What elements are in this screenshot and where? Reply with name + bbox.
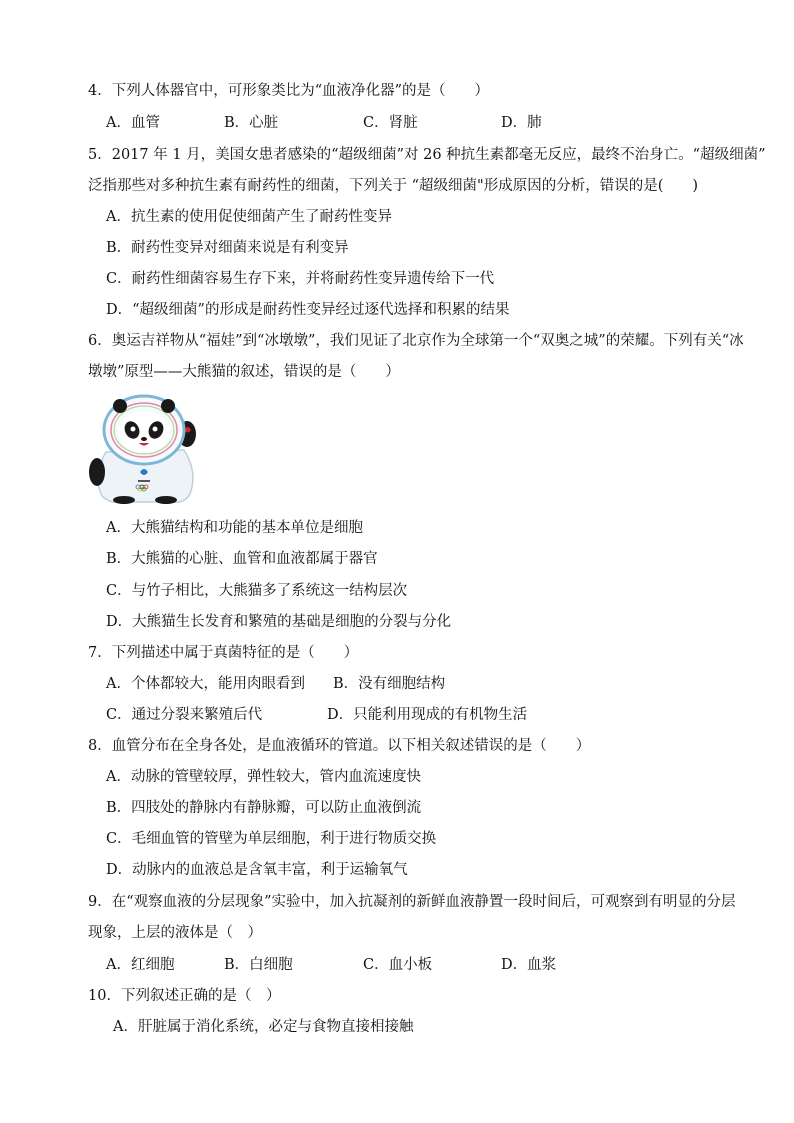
question-8-option-a: A．动脉的管壁较厚，弹性较大，管内血流速度快 xyxy=(106,769,421,785)
question-4-option-a: A．血管 xyxy=(106,115,160,131)
question-8-option-d: D．动脉内的血液总是含氧丰富，利于运输氧气 xyxy=(106,862,408,878)
question-5-stem-line-1: 5．2017 年 1 月，美国女患者感染的“超级细菌”对 26 种抗生素都毫无反应，最终不治身亡。“超级细菌” xyxy=(88,147,766,163)
question-9-option-a: A．红细胞 xyxy=(106,957,175,973)
question-9-stem-line-1: 9．在“观察血液的分层现象”实验中，加入抗凝剂的新鲜血液静置一段时间后，可观察到有明显的分层 xyxy=(88,894,736,910)
bing-dwen-dwen-mascot-image xyxy=(84,392,206,504)
question-7-option-b: B．没有细胞结构 xyxy=(333,676,446,692)
question-8-stem: 8．血管分布在全身各处，是血液循环的管道。以下相关叙述错误的是（ ） xyxy=(88,738,591,754)
question-6-option-d: D．大熊猫生长发育和繁殖的基础是细胞的分裂与分化 xyxy=(106,614,452,630)
question-6-option-c: C．与竹子相比，大熊猫多了系统这一结构层次 xyxy=(106,583,408,599)
question-4-option-b: B．心脏 xyxy=(224,115,279,131)
question-4-stem: 4．下列人体器官中，可形象类比为“血液净化器”的是（ ） xyxy=(88,83,490,99)
question-6-option-b: B．大熊猫的心脏、血管和血液都属于器官 xyxy=(106,551,378,567)
question-7-option-c: C．通过分裂来繁殖后代 xyxy=(106,707,263,723)
question-5-option-b: B．耐药性变异对细菌来说是有利变异 xyxy=(106,240,349,256)
question-6-stem-line-1: 6．奥运吉祥物从“福娃”到“冰墩墩”，我们见证了北京作为全球第一个“双奥之城”的荣耀。下列有关“冰 xyxy=(88,333,744,349)
question-10-stem: 10．下列叙述正确的是（ ） xyxy=(88,988,281,1004)
question-4-option-d: D．肺 xyxy=(501,115,542,131)
question-7-option-a: A．个体都较大，能用肉眼看到 xyxy=(106,676,305,692)
question-7-stem: 7．下列描述中属于真菌特征的是（ ） xyxy=(88,645,359,661)
question-9-stem-line-2: 现象，上层的液体是（ ） xyxy=(88,925,262,941)
question-10-option-a: A．肝脏属于消化系统，必定与食物直接相接触 xyxy=(113,1019,414,1035)
question-5-option-a: A．抗生素的使用促使细菌产生了耐药性变异 xyxy=(106,209,392,225)
question-5-option-d: D．“超级细菌”的形成是耐药性变异经过逐代选择和积累的结果 xyxy=(106,302,510,318)
question-9-option-d: D．血浆 xyxy=(501,957,557,973)
question-8-option-c: C．毛细血管的管壁为单层细胞，利于进行物质交换 xyxy=(106,831,437,847)
question-9-option-b: B．白细胞 xyxy=(224,957,293,973)
question-4-option-c: C．肾脏 xyxy=(363,115,418,131)
question-5-option-c: C．耐药性细菌容易生存下来，并将耐药性变异遗传给下一代 xyxy=(106,271,495,287)
question-5-stem-line-2: 泛指那些对多种抗生素有耐药性的细菌，下列关于 “超级细菌"形成原因的分析，错误的是( ) xyxy=(88,178,699,194)
question-6-stem-line-2: 墩墩”原型——大熊猫的叙述，错误的是（ ） xyxy=(88,364,400,380)
question-6-option-a: A．大熊猫结构和功能的基本单位是细胞 xyxy=(106,520,363,536)
question-7-option-d: D．只能利用现成的有机物生活 xyxy=(327,707,528,723)
question-9-option-c: C．血小板 xyxy=(363,957,433,973)
question-8-option-b: B．四肢处的静脉内有静脉瓣，可以防止血液倒流 xyxy=(106,800,422,816)
